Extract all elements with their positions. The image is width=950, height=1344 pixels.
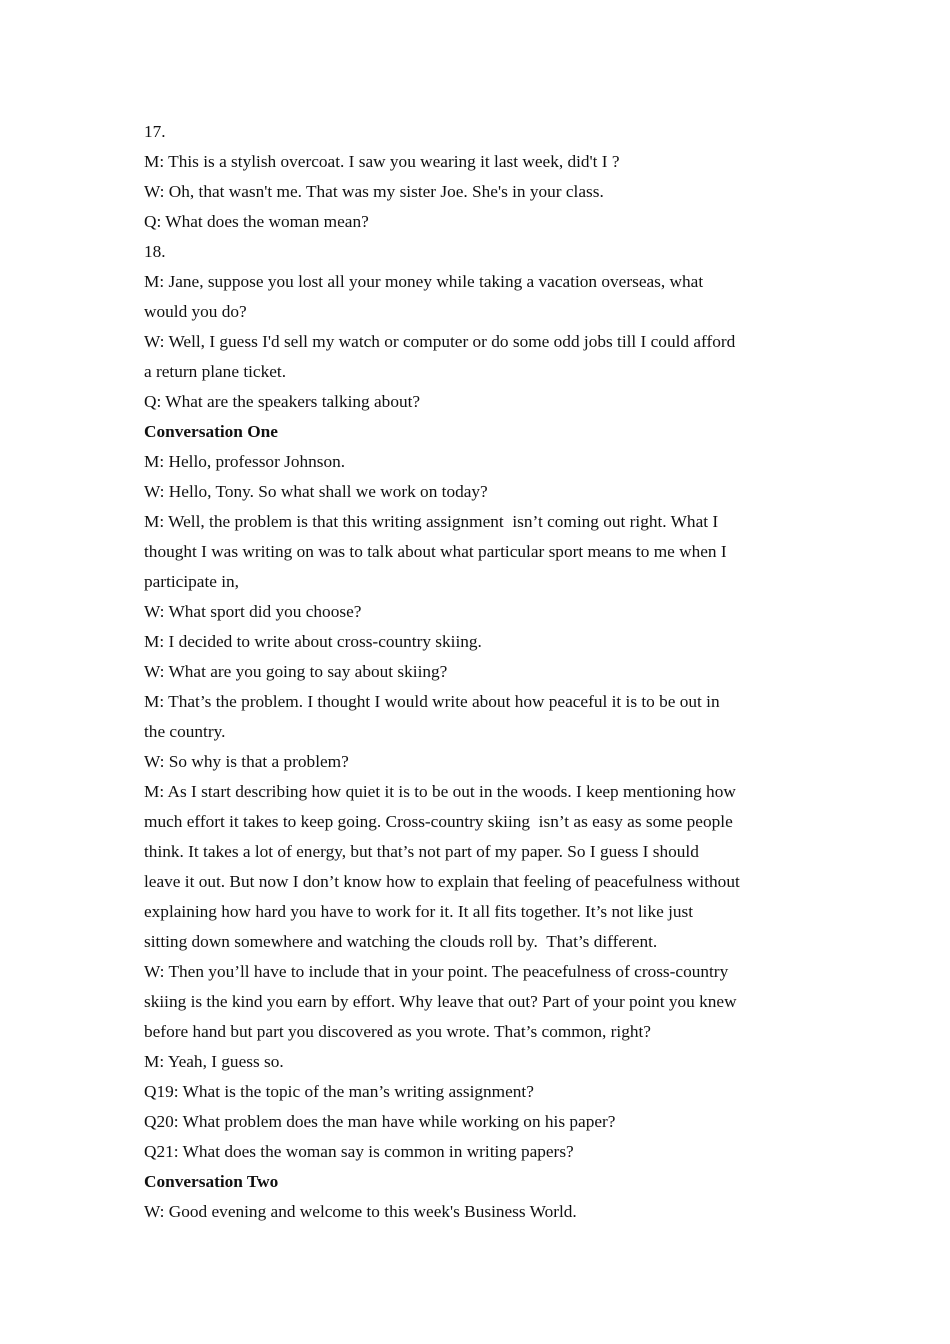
dialogue-line: W: Hello, Tony. So what shall we work on today? <box>144 482 488 501</box>
dialogue-line: much effort it takes to keep going. Cross-country skiing isn’t as easy as some people <box>144 812 733 831</box>
dialogue-line: skiing is the kind you earn by effort. Why leave that out? Part of your point you knew <box>144 992 737 1011</box>
dialogue-line: W: What are you going to say about skiing? <box>144 662 448 681</box>
dialogue-line: a return plane ticket. <box>144 362 287 381</box>
dialogue-line: participate in, <box>144 572 240 591</box>
question-line-q20: Q20: What problem does the man have while working on his paper? <box>144 1112 616 1131</box>
question-line: Q: What does the woman mean? <box>144 212 369 231</box>
dialogue-line: M: Yeah, I guess so. <box>144 1052 284 1071</box>
dialogue-line: W: Oh, that wasn't me. That was my sister Joe. She's in your class. <box>144 182 604 201</box>
dialogue-line: leave it out. But now I don’t know how to explain that feeling of peacefulness without <box>144 872 740 891</box>
dialogue-line: W: What sport did you choose? <box>144 602 362 621</box>
question-line: Q: What are the speakers talking about? <box>144 392 421 411</box>
dialogue-line: thought I was writing on was to talk about what particular sport means to me when I <box>144 542 727 561</box>
dialogue-line: W: Good evening and welcome to this week's Business World. <box>144 1202 577 1221</box>
document-page <box>144 117 824 1227</box>
question-line-q21: Q21: What does the woman say is common in writing papers? <box>144 1142 574 1161</box>
dialogue-line: would you do? <box>144 302 247 321</box>
section-heading-conversation-two: Conversation Two <box>144 1172 279 1191</box>
dialogue-line: sitting down somewhere and watching the clouds roll by. That’s different. <box>144 932 658 951</box>
dialogue-line: W: Well, I guess I'd sell my watch or computer or do some odd jobs till I could afford <box>144 332 736 351</box>
question-line-q19: Q19: What is the topic of the man’s writing assignment? <box>144 1082 534 1101</box>
dialogue-line: M: As I start describing how quiet it is to be out in the woods. I keep mentioning how <box>144 782 736 801</box>
dialogue-line: think. It takes a lot of energy, but that’s not part of my paper. So I guess I should <box>144 842 699 861</box>
question-number-17: 17. <box>144 122 166 141</box>
question-number-18: 18. <box>144 242 166 261</box>
dialogue-line: W: Then you’ll have to include that in your point. The peacefulness of cross-country <box>144 962 729 981</box>
section-heading-conversation-one: Conversation One <box>144 422 278 441</box>
dialogue-line: W: So why is that a problem? <box>144 752 349 771</box>
dialogue-line: M: Well, the problem is that this writing assignment isn’t coming out right. What I <box>144 512 719 531</box>
dialogue-line: M: Hello, professor Johnson. <box>144 452 346 471</box>
dialogue-line: M: This is a stylish overcoat. I saw you wearing it last week, did't I ? <box>144 152 620 171</box>
dialogue-line: the country. <box>144 722 226 741</box>
dialogue-line: M: That’s the problem. I thought I would write about how peaceful it is to be out in <box>144 692 720 711</box>
dialogue-line: explaining how hard you have to work for it. It all fits together. It’s not like just <box>144 902 694 921</box>
dialogue-line: M: Jane, suppose you lost all your money while taking a vacation overseas, what <box>144 272 704 291</box>
dialogue-line: M: I decided to write about cross-country skiing. <box>144 632 482 651</box>
dialogue-line: before hand but part you discovered as you wrote. That’s common, right? <box>144 1022 651 1041</box>
